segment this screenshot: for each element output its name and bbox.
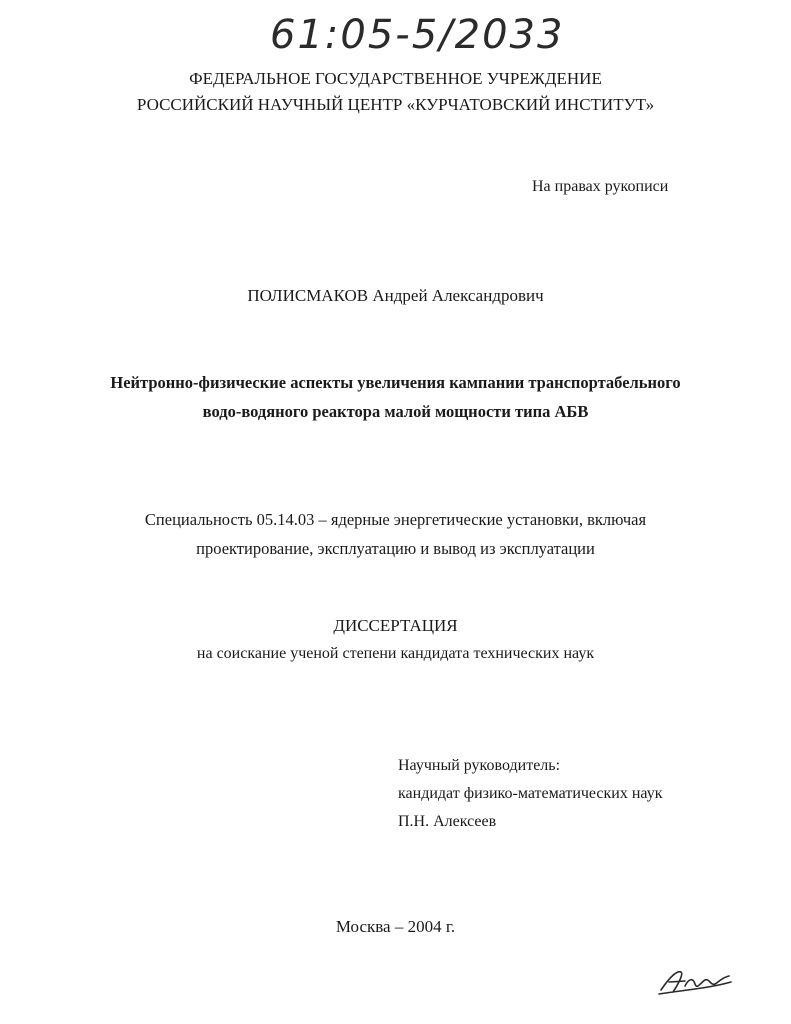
degree-line: на соискание ученой степени кандидата технических наук bbox=[196, 645, 595, 662]
supervisor-block bbox=[398, 752, 662, 836]
document-type: ДИССЕРТАЦИЯ bbox=[333, 616, 458, 635]
handwritten-registration-number: 61:05-5/2033 bbox=[270, 12, 565, 58]
signature-icon bbox=[655, 960, 735, 1000]
supervisor-label: Научный руководитель: bbox=[398, 757, 561, 774]
rights-note: На правах рукописи bbox=[532, 178, 669, 195]
supervisor-degree: кандидат физико-математических наук bbox=[398, 785, 663, 802]
specialty-line-1: Специальность 05.14.03 – ядерные энергетические установки, включая bbox=[144, 510, 647, 529]
specialty-line-2: проектирование, эксплуатацию и вывод из эксплуатации bbox=[196, 539, 595, 558]
thesis-title-line-1: Нейтронно-физические аспекты увеличения кампании транспортабельного bbox=[110, 373, 681, 392]
thesis-title bbox=[0, 368, 791, 426]
specialty-block bbox=[0, 505, 791, 563]
institution-line-1: ФЕДЕРАЛЬНОЕ ГОСУДАРСТВЕННОЕ УЧРЕЖДЕНИЕ bbox=[189, 69, 602, 88]
city-year: Москва – 2004 г. bbox=[335, 917, 456, 936]
supervisor-name: П.Н. Алексеев bbox=[398, 813, 497, 830]
author-name: ПОЛИСМАКОВ Андрей Александрович bbox=[247, 286, 544, 305]
thesis-title-line-2: водо-водяного реактора малой мощности типа АБВ bbox=[202, 402, 589, 421]
institution-block bbox=[0, 66, 791, 118]
institution-line-2: РОССИЙСКИЙ НАУЧНЫЙ ЦЕНТР «КУРЧАТОВСКИЙ ИНСТИТУТ» bbox=[136, 95, 655, 114]
